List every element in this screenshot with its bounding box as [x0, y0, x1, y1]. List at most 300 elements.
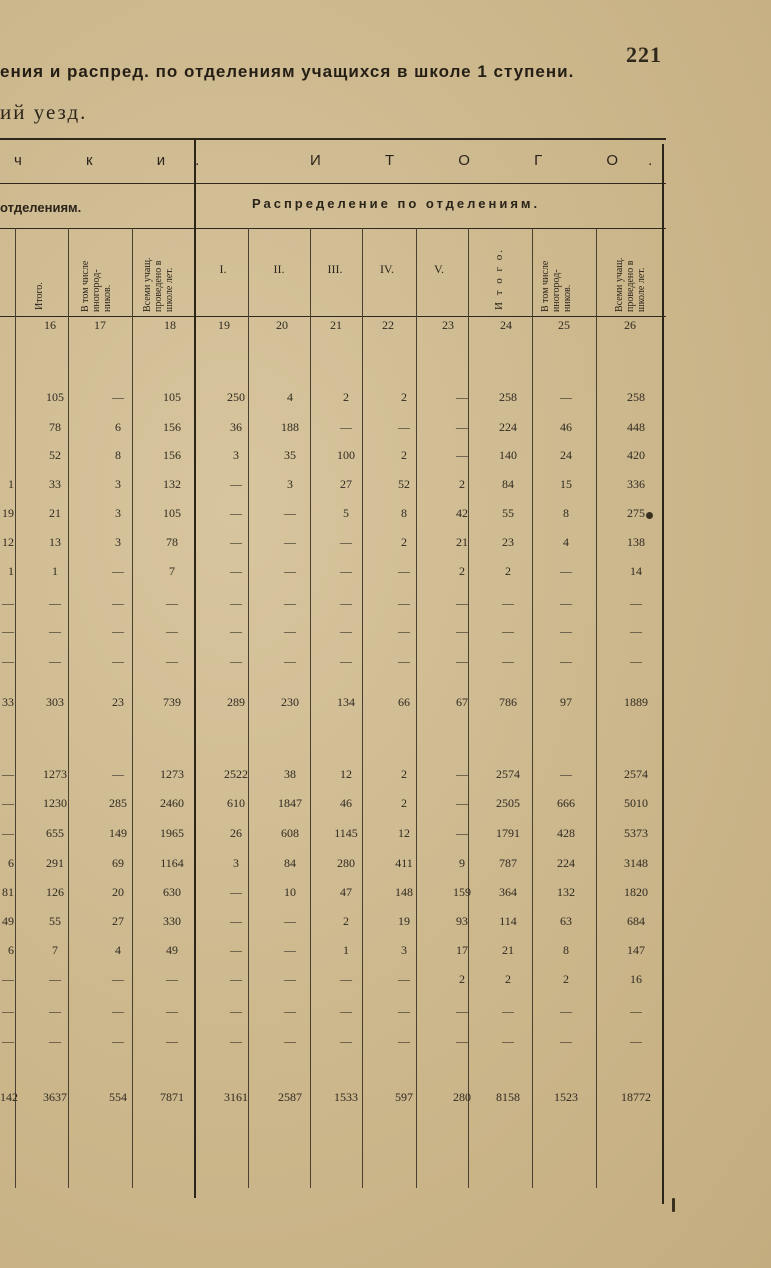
table-row	[0, 695, 771, 713]
table-cell: —	[630, 1034, 642, 1048]
column-number: 24	[500, 318, 512, 332]
table-cell: 13	[49, 535, 61, 549]
table-cell: 156	[163, 420, 181, 434]
table-cell: 4	[287, 390, 293, 404]
table-cell: —	[560, 624, 572, 638]
table-cell: —	[340, 1034, 352, 1048]
table-cell: 2	[459, 972, 465, 986]
table-cell: —	[502, 1004, 514, 1018]
table-cell: 21	[502, 943, 514, 957]
ink-spot	[646, 512, 653, 519]
table-cell: —	[456, 448, 468, 462]
table-cell: 448	[627, 420, 645, 434]
table-cell: 1533	[334, 1090, 358, 1104]
table-cell: 147	[627, 943, 645, 957]
table-cell: —	[2, 826, 14, 840]
table-cell: 24	[560, 448, 572, 462]
table-cell: —	[630, 624, 642, 638]
table-cell: —	[49, 1004, 61, 1018]
table-cell: —	[112, 596, 124, 610]
table-row	[0, 654, 771, 672]
table-cell: 1	[8, 477, 14, 491]
table-cell: 132	[163, 477, 181, 491]
table-cell: —	[456, 796, 468, 810]
table-cell: —	[112, 1004, 124, 1018]
table-cell: —	[166, 624, 178, 638]
table-cell: 230	[281, 695, 299, 709]
table-cell: —	[112, 564, 124, 578]
table-cell: 2	[401, 796, 407, 810]
table-cell: —	[112, 972, 124, 986]
table-cell: 15	[560, 477, 572, 491]
table-cell: 23	[112, 695, 124, 709]
table-cell: 3	[115, 506, 121, 520]
table-cell: 36	[230, 420, 242, 434]
table-cell: —	[230, 943, 242, 957]
table-cell: 67	[456, 695, 468, 709]
table-cell: —	[398, 624, 410, 638]
table-cell: —	[166, 654, 178, 668]
table-cell: —	[398, 1034, 410, 1048]
table-cell: —	[230, 654, 242, 668]
table-cell: —	[49, 654, 61, 668]
table-cell: 224	[557, 856, 575, 870]
table-cell: —	[456, 767, 468, 781]
table-cell: 275	[627, 506, 645, 520]
table-cell: —	[560, 654, 572, 668]
table-cell: 2	[401, 448, 407, 462]
table-row	[0, 796, 771, 814]
table-cell: —	[456, 826, 468, 840]
table-cell: —	[398, 654, 410, 668]
table-cell: —	[230, 477, 242, 491]
column-number: 21	[330, 318, 342, 332]
table-cell: 250	[227, 390, 245, 404]
col-header-17: В том числе иногород- ников.	[80, 260, 113, 312]
table-cell: 554	[109, 1090, 127, 1104]
col-header-24: И т о г о.	[493, 247, 505, 310]
table-cell: 138	[627, 535, 645, 549]
table-row	[0, 390, 771, 408]
table-cell: 1523	[554, 1090, 578, 1104]
table-cell: 27	[112, 914, 124, 928]
table-cell: 1889	[624, 695, 648, 709]
table-row	[0, 885, 771, 903]
table-cell: 6	[8, 943, 14, 957]
table-cell: —	[398, 596, 410, 610]
table-cell: 156	[163, 448, 181, 462]
table-cell: —	[560, 596, 572, 610]
table-cell: —	[340, 535, 352, 549]
table-cell: 6	[8, 856, 14, 870]
table-row	[0, 448, 771, 466]
table-cell: 105	[46, 390, 64, 404]
table-cell: 148	[395, 885, 413, 899]
table-cell: —	[2, 1004, 14, 1018]
col-header-22: IV.	[379, 262, 395, 276]
table-cell: 1230	[43, 796, 67, 810]
table-cell: —	[230, 1034, 242, 1048]
table-cell: 289	[227, 695, 245, 709]
table-cell: 2	[563, 972, 569, 986]
table-cell: —	[630, 654, 642, 668]
table-cell: 666	[557, 796, 575, 810]
table-cell: —	[398, 420, 410, 434]
table-cell: —	[230, 624, 242, 638]
table-cell: —	[2, 624, 14, 638]
table-cell: 4	[115, 943, 121, 957]
table-cell: 2574	[624, 767, 648, 781]
table-cell: 280	[453, 1090, 471, 1104]
table-cell: 55	[502, 506, 514, 520]
table-cell: —	[166, 596, 178, 610]
table-cell: —	[230, 972, 242, 986]
table-cell: 69	[112, 856, 124, 870]
table-row	[0, 506, 771, 524]
table-cell: 2	[505, 564, 511, 578]
table-cell: 2460	[160, 796, 184, 810]
table-cell: 18772	[621, 1090, 651, 1104]
table-cell: —	[284, 654, 296, 668]
table-cell: —	[456, 596, 468, 610]
table-cell: —	[230, 914, 242, 928]
col-header-20: II.	[273, 262, 285, 276]
header-rule-3	[0, 316, 666, 317]
table-cell: 3161	[224, 1090, 248, 1104]
table-cell: 93	[456, 914, 468, 928]
table-cell: 787	[499, 856, 517, 870]
table-cell: 4	[563, 535, 569, 549]
column-number: 23	[442, 318, 454, 332]
table-cell: —	[230, 1004, 242, 1018]
table-cell: —	[398, 972, 410, 986]
table-cell: 38	[284, 767, 296, 781]
table-cell: —	[284, 535, 296, 549]
table-row	[0, 826, 771, 844]
table-cell: 84	[502, 477, 514, 491]
table-cell: 6	[115, 420, 121, 434]
table-cell: 132	[557, 885, 575, 899]
table-cell: 7871	[160, 1090, 184, 1104]
table-row	[0, 1034, 771, 1052]
table-cell: 1273	[43, 767, 67, 781]
column-number: 22	[382, 318, 394, 332]
table-cell: —	[284, 1034, 296, 1048]
table-cell: —	[502, 654, 514, 668]
table-cell: 14	[630, 564, 642, 578]
table-cell: 21	[456, 535, 468, 549]
table-cell: —	[502, 1034, 514, 1048]
table-cell: 3148	[624, 856, 648, 870]
table-cell: —	[284, 506, 296, 520]
table-cell: 5010	[624, 796, 648, 810]
table-row	[0, 596, 771, 614]
table-cell: —	[112, 390, 124, 404]
table-cell: —	[166, 972, 178, 986]
table-cell: 142	[0, 1090, 18, 1104]
table-cell: 42	[456, 506, 468, 520]
page-subtitle: ий уезд.	[0, 100, 88, 124]
table-cell: 3	[287, 477, 293, 491]
table-cell: 16	[630, 972, 642, 986]
right-group-header: И Т О Г О.	[310, 152, 683, 169]
column-number: 25	[558, 318, 570, 332]
table-cell: 134	[337, 695, 355, 709]
right-sub-header: Распределение по отделениям.	[252, 196, 541, 211]
table-row	[0, 1090, 771, 1108]
table-cell: 1145	[334, 826, 358, 840]
table-cell: 12	[2, 535, 14, 549]
table-cell: 336	[627, 477, 645, 491]
table-cell: 23	[502, 535, 514, 549]
table-cell: —	[230, 564, 242, 578]
table-cell: 7	[52, 943, 58, 957]
table-cell: 630	[163, 885, 181, 899]
table-cell: 1	[343, 943, 349, 957]
col-header-23: V.	[433, 262, 445, 276]
table-cell: 1	[8, 564, 14, 578]
table-cell: —	[560, 767, 572, 781]
table-cell: 5	[343, 506, 349, 520]
table-cell: —	[456, 624, 468, 638]
table-cell: —	[49, 1034, 61, 1048]
table-cell: 3	[233, 448, 239, 462]
table-cell: 2574	[496, 767, 520, 781]
table-cell: 2	[401, 767, 407, 781]
table-cell: 258	[499, 390, 517, 404]
table-cell: 3	[401, 943, 407, 957]
table-cell: —	[560, 564, 572, 578]
table-cell: 364	[499, 885, 517, 899]
col-header-19: I.	[219, 262, 227, 276]
table-cell: —	[398, 1004, 410, 1018]
table-cell: 2	[505, 972, 511, 986]
table-cell: 3	[115, 477, 121, 491]
table-cell: —	[112, 767, 124, 781]
table-cell: —	[630, 596, 642, 610]
left-sub-header: отделениям.	[0, 200, 82, 215]
table-cell: —	[2, 654, 14, 668]
table-cell: 610	[227, 796, 245, 810]
table-cell: —	[340, 420, 352, 434]
table-cell: —	[112, 1034, 124, 1048]
table-cell: 655	[46, 826, 64, 840]
table-cell: —	[2, 596, 14, 610]
table-cell: 786	[499, 695, 517, 709]
table-cell: —	[502, 624, 514, 638]
table-cell: 2522	[224, 767, 248, 781]
left-group-header: ч к и.	[14, 152, 230, 169]
table-cell: —	[456, 390, 468, 404]
table-cell: —	[166, 1004, 178, 1018]
table-cell: —	[284, 596, 296, 610]
table-cell: 1847	[278, 796, 302, 810]
table-cell: 97	[560, 695, 572, 709]
table-cell: 52	[398, 477, 410, 491]
header-rule-1	[0, 183, 666, 184]
table-cell: 46	[560, 420, 572, 434]
table-cell: —	[230, 535, 242, 549]
table-cell: —	[340, 624, 352, 638]
table-cell: 608	[281, 826, 299, 840]
table-cell: —	[284, 564, 296, 578]
table-cell: 224	[499, 420, 517, 434]
column-number: 20	[276, 318, 288, 332]
table-cell: 46	[340, 796, 352, 810]
table-cell: 1791	[496, 826, 520, 840]
table-cell: 291	[46, 856, 64, 870]
table-cell: —	[560, 1004, 572, 1018]
table-cell: —	[456, 1034, 468, 1048]
table-cell: 21	[49, 506, 61, 520]
table-cell: —	[630, 1004, 642, 1018]
table-cell: 2	[459, 564, 465, 578]
table-cell: 105	[163, 506, 181, 520]
table-cell: 78	[166, 535, 178, 549]
table-cell: —	[456, 420, 468, 434]
table-cell: 126	[46, 885, 64, 899]
column-number: 16	[44, 318, 56, 332]
column-number-row	[0, 318, 771, 336]
table-cell: 5373	[624, 826, 648, 840]
table-row	[0, 856, 771, 874]
table-cell: —	[49, 596, 61, 610]
table-row	[0, 477, 771, 495]
table-cell: 55	[49, 914, 61, 928]
table-cell: 285	[109, 796, 127, 810]
table-cell: —	[2, 767, 14, 781]
table-row	[0, 972, 771, 990]
table-cell: 47	[340, 885, 352, 899]
table-cell: —	[560, 1034, 572, 1048]
table-cell: —	[284, 624, 296, 638]
table-cell: 1	[52, 564, 58, 578]
table-cell: —	[112, 654, 124, 668]
table-cell: —	[456, 654, 468, 668]
table-cell: 3637	[43, 1090, 67, 1104]
table-cell: 8	[401, 506, 407, 520]
table-top-rule	[0, 138, 666, 140]
table-cell: —	[502, 596, 514, 610]
table-cell: —	[340, 972, 352, 986]
table-cell: 8	[563, 943, 569, 957]
col-header-26: Всеми учащ. проведено в школе лет.	[614, 257, 647, 312]
table-cell: —	[230, 885, 242, 899]
table-cell: —	[2, 1034, 14, 1048]
table-cell: 19	[398, 914, 410, 928]
column-number: 17	[94, 318, 106, 332]
table-cell: 8	[563, 506, 569, 520]
col-header-18: Всеми учащ. проведено в школе лет.	[142, 257, 175, 312]
table-cell: 9	[459, 856, 465, 870]
table-cell: 2587	[278, 1090, 302, 1104]
table-cell: 19	[2, 506, 14, 520]
table-cell: —	[398, 564, 410, 578]
table-cell: 12	[340, 767, 352, 781]
table-row	[0, 535, 771, 553]
table-cell: 2505	[496, 796, 520, 810]
table-cell: —	[284, 1004, 296, 1018]
table-cell: 7	[169, 564, 175, 578]
table-cell: 420	[627, 448, 645, 462]
table-cell: —	[340, 1004, 352, 1018]
header-rule-2	[0, 228, 666, 229]
table-cell: 2	[343, 914, 349, 928]
table-cell: 114	[499, 914, 517, 928]
table-cell: 49	[2, 914, 14, 928]
table-cell: 27	[340, 477, 352, 491]
table-cell: 8	[115, 448, 121, 462]
table-cell: 52	[49, 448, 61, 462]
table-cell: —	[340, 654, 352, 668]
table-row	[0, 943, 771, 961]
table-cell: 1273	[160, 767, 184, 781]
table-cell: 303	[46, 695, 64, 709]
table-cell: 411	[395, 856, 413, 870]
table-cell: 10	[284, 885, 296, 899]
table-cell: —	[284, 972, 296, 986]
table-cell: 428	[557, 826, 575, 840]
table-cell: —	[284, 914, 296, 928]
page-number: 221	[626, 42, 662, 67]
table-row	[0, 914, 771, 932]
table-cell: 12	[398, 826, 410, 840]
page-title: ения и распред. по отделениям учащихся в школе 1 ступени.	[0, 62, 575, 81]
table-cell: 2	[401, 535, 407, 549]
table-cell: 2	[401, 390, 407, 404]
table-cell: —	[230, 596, 242, 610]
column-number: 18	[164, 318, 176, 332]
table-cell: 330	[163, 914, 181, 928]
column-number: 19	[218, 318, 230, 332]
table-cell: 739	[163, 695, 181, 709]
table-cell: —	[456, 1004, 468, 1018]
col-header-25: В том числе иногород- ников.	[540, 260, 573, 312]
table-cell: 100	[337, 448, 355, 462]
table-cell: 20	[112, 885, 124, 899]
table-cell: 35	[284, 448, 296, 462]
table-cell: 26	[230, 826, 242, 840]
table-row	[0, 767, 771, 785]
table-cell: —	[166, 1034, 178, 1048]
table-cell: 149	[109, 826, 127, 840]
table-cell: 105	[163, 390, 181, 404]
table-cell: —	[340, 596, 352, 610]
table-cell: 3	[115, 535, 121, 549]
table-cell: 3	[233, 856, 239, 870]
table-cell: 1965	[160, 826, 184, 840]
table-cell: —	[560, 390, 572, 404]
table-cell: 684	[627, 914, 645, 928]
table-cell: —	[340, 564, 352, 578]
table-cell: 8158	[496, 1090, 520, 1104]
table-row	[0, 624, 771, 642]
table-cell: 84	[284, 856, 296, 870]
table-row	[0, 1004, 771, 1022]
table-cell: 1820	[624, 885, 648, 899]
table-cell: 280	[337, 856, 355, 870]
col-header-21: III.	[327, 262, 343, 276]
table-row	[0, 420, 771, 438]
table-cell: —	[112, 624, 124, 638]
table-cell: 17	[456, 943, 468, 957]
table-cell: 78	[49, 420, 61, 434]
table-cell: 2	[459, 477, 465, 491]
table-cell: —	[2, 796, 14, 810]
table-cell: 597	[395, 1090, 413, 1104]
table-cell: 49	[166, 943, 178, 957]
table-cell: 140	[499, 448, 517, 462]
